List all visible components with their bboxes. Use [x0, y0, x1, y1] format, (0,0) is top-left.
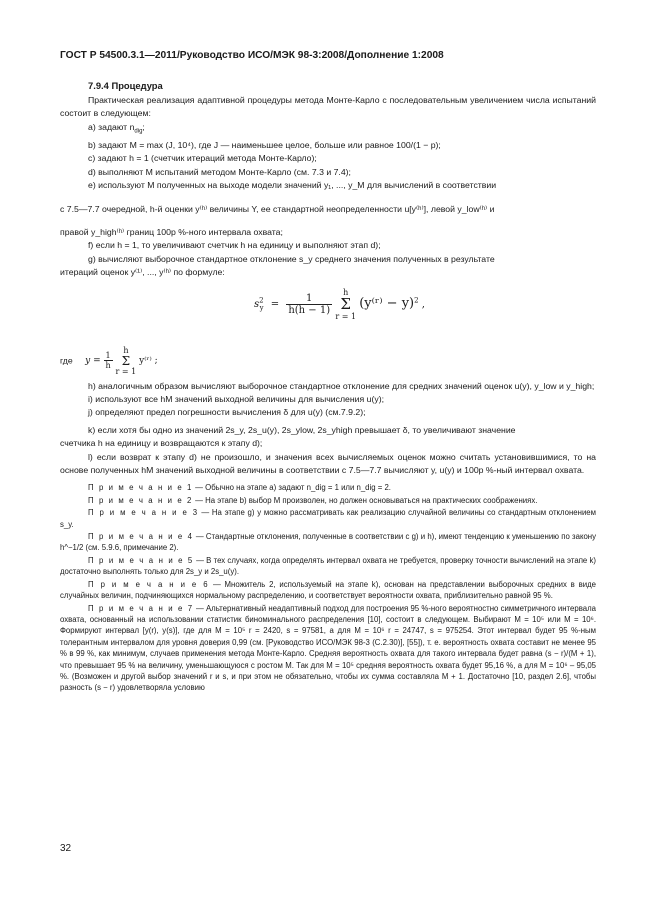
step-h: h) аналогичным образом вычисляют выборочное стандартное отклонение для средних значений оценок u(y), y_low и y_high;: [88, 380, 595, 391]
note-2: П р и м е ч а н и е 2 — На этапе b) выбор M произволен, но должен основываться на практических соображениях.: [88, 495, 538, 505]
step-i: i) используют все hM значений выходной величины для вычисления u(y);: [88, 394, 385, 405]
step-k-line1: k) если хотя бы одно из значений 2s_y, 2s_u(y), 2s_ylow, 2s_yhigh превышает δ, то увеличивают значение: [88, 424, 516, 435]
step-e-line1: e) используют M полученных на выходе модели значений y₁, ..., y_M для вычислений в соответствии: [88, 180, 497, 191]
page-header: ГОСТ Р 54500.3.1—2011/Руководство ИСО/МЭК 98-3:2008/Дополнение 1:2008: [60, 50, 444, 61]
note-6: П р и м е ч а н и е 6 — Множитель 2, используемый на этапе k), основан на представлении выборочных средних в виде случайных величин, подчиняющихся нормальному распределению, и соответствует вероятности охвата, приблизительно равной 95 %.: [60, 579, 596, 601]
step-a: a) задают $n_{dig}$;: [88, 121, 145, 135]
sum-symbol: h Σ r = 1: [335, 287, 357, 321]
step-g-line2: итераций оценок y⁽¹⁾, ..., y⁽ʰ⁾ по формуле:: [60, 267, 225, 278]
step-e-line3: правой y_high⁽ʰ⁾ границ 100p %-ного интервала охвата;: [60, 226, 283, 237]
note-5: П р и м е ч а н и е 5 — В тех случаях, когда определять интервал охвата не требуется, проверку точности вычислений на этапе k) достаточно выполнять только для 2s_y и 2s_u(y).: [60, 555, 596, 577]
formula-mean: где y = $\frac{1}{h}$ h Σ r = 1 y⁽ʳ⁾ ;: [60, 345, 158, 376]
formula-fraction: $\frac{1}{h(h - 1)}$: [288, 292, 331, 316]
note-4: П р и м е ч а н и е 4 — Стандартные отклонения, полученные в соответствии с g) и h), имеют тенденцию к уменьшению по закону h^−1/2 (см. 5.9.6, примечание 2).: [60, 532, 596, 553]
section-heading: 7.9.4 Процедура: [88, 80, 163, 91]
step-f: f) если h = 1, то увеличивают счетчик h на единицу и выполняют этап d);: [88, 240, 381, 251]
formula-sample-std: $s^2_y$ = $\frac{1}{h(h - 1)}$ h Σ r = 1 (y⁽ʳ⁾ − y)$^2$ ,: [254, 287, 425, 321]
note-1: П р и м е ч а н и е 1 — Обычно на этапе a) задают n_dig = 1 или n_dig = 2.: [88, 483, 391, 493]
step-k-line2: счетчика h на единицу и возвращаются к этапу d);: [60, 438, 263, 449]
page-number: 32: [60, 843, 72, 854]
step-l: l) если возврат к этапу d) не произошло, и значения всех вычисляемых оценок можно считать установившимися, то на основе полученных hM значений выходной величины в соответствии с 7.5—7.7 вычисляют y, u(y) и 100p %-ный интервал охвата.: [60, 451, 596, 476]
notes-list: [60, 482, 596, 693]
step-j: j) определяют предел погрешности вычисления δ для u(y) (см.7.9.2);: [88, 407, 366, 418]
step-d: d) выполняют M испытаний методом Монте-Карло (см. 7.3 и 7.4);: [88, 166, 351, 177]
intro-paragraph: Практическая реализация адаптивной процедуры метода Монте-Карло с последовательным увеличением числа испытаний состоит в следующем:: [60, 95, 596, 119]
step-e-line2: с 7.5—7.7 очередной, h-й оценки y⁽ʰ⁾ величины Y, ее стандартной неопределенности u[y⁽ʰ⁾], левой y_low⁽ʰ⁾ и: [60, 203, 495, 214]
step-c: c) задают h = 1 (счетчик итераций метода Монте-Карло);: [88, 153, 317, 164]
step-g-line1: g) вычисляют выборочное стандартное отклонение s_y среднего значения полученных в результате: [88, 253, 495, 264]
note-7: П р и м е ч а н и е 7 — Альтернативный неадаптивный подход для построения 95 %-ного вероятностно симметричного интервала охвата, основанный на использовании статистик биноминального распределения [10], состоит в следующем. Выбирают M = 10⁵ или M = 10⁶. Формируют интервал [y(r), y(s)], где для M = 10⁵ r = 2420, s = 97581, а для M = 10⁶ r = 24747, s = 975254. Этот интервал будет 95 %-ным толерантным интервалом для уровня доверия 0,99 (см. [Руководство ИСО/МЭК 98-3 (C.2.30)], [55]), т. е. вероятность охвата составит не менее 95 % в 99 %, как минимум, случаев применения метода Монте-Карло. Средняя вероятность охвата для такого интервала будет равна (s − r)/(M + 1), что превышает 95 % на величину, уменьшающуюся с ростом M. Так для M = 10⁵ средняя вероятность охвата будет 95,16 %, а для M = 10⁶ – 95,05 %. (Возможен и другой выбор значений r и s, и при этом не обязательно, чтобы их сумма составляла M + 1. Достаточно [10, раздел 2.6], чтобы разность (s − r) удовлетворяла условию: [60, 603, 596, 693]
page-content: [60, 80, 596, 695]
step-b: b) задают M = max (J, 10⁴), где J — наименьшее целое, больше или равное 100/(1 − p);: [88, 139, 441, 150]
note-3: П р и м е ч а н и е 3 — На этапе g) y можно рассматривать как реализацию случайной величины со стандартным отклонением s_y.: [60, 508, 596, 529]
